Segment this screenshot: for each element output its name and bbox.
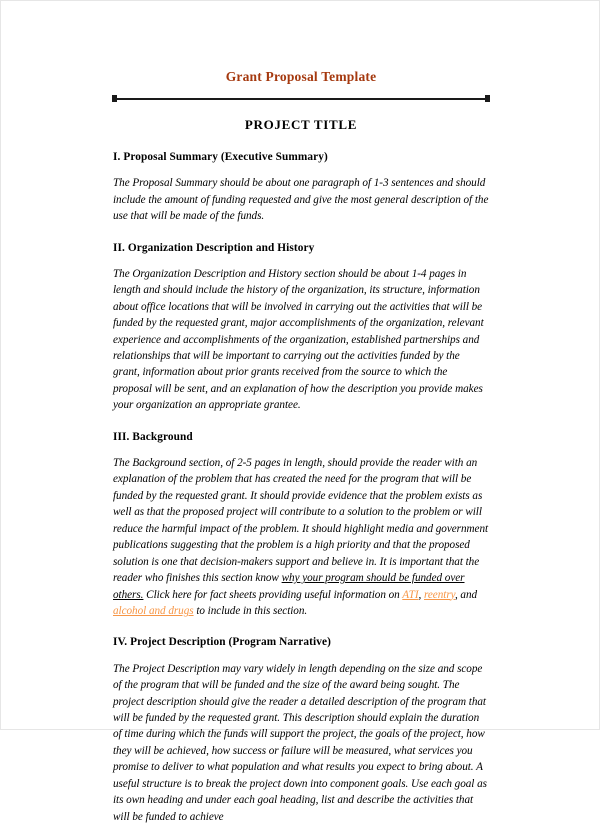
- section-body-3: [113, 455, 489, 620]
- link-separator-2: , and: [454, 588, 478, 601]
- section-heading-4: IV. Project Description (Program Narrative): [113, 636, 331, 649]
- section-heading-3: III. Background: [113, 430, 193, 443]
- section-3-text-part-1: The Background section, of 2-5 pages in length, should provide the reader with an explanation of the problem that has created the need for the program that will be funded by the requested grant. It should provide evidence that the problem exists as well as that the proposed project will contribute to a solution to the problem or will reduce the harmful impact of the problem. It should highlight media and government publications suggesting that the problem is a high priority and that the proposed solution is one that decision-makers support and believe in. It is important that the reader who finishes this section know: [113, 456, 489, 585]
- rule-line: [113, 98, 489, 99]
- link-ati[interactable]: ATI: [402, 588, 419, 601]
- section-3-text-part-3: to include in this section.: [193, 605, 308, 618]
- horizontal-rule: [113, 94, 489, 104]
- section-body-2: The Organization Description and History section should be about 1-4 pages in length and should include the history of the organization, its structure, information about office locations that will be involved in carrying out the activities that will be funded by the requested grant, major accomplishments of the organization, relevant experience and accomplishments of the organization, established partnerships and relationships that will be important to carrying out the activities funded by the grant, information about prior grants received from the source to which the proposal will be sent, and an explanation of how the description you provide makes your organization an appropriate grantee.: [113, 267, 484, 412]
- section-heading-2: II. Organization Description and History: [113, 241, 315, 254]
- section-body-4: The Project Description may vary widely in length depending on the size and scope of the program that will be funded and the size of the award being sought. The project description should give the reader a detailed description of the program that will be funded by the requested grant. This description should explain the duration of time during which the funds will support the project, the goals of the project, how they will be achieved, how success or failure will be measured, what services you promise to deliver to what population and what results you expect to bring about. A useful structure is to break the project down into component goals. Use each goal as its own heading and under each goal heading, list and describe the activities that will be funded to achieve: [113, 662, 487, 823]
- document-content: [113, 69, 489, 825]
- section-3-text-part-2: Click here for fact sheets providing useful information on: [143, 588, 403, 601]
- underlined-emphasis-phrase: why your program should be funded over others.: [113, 572, 465, 601]
- link-separator-1: ,: [418, 588, 424, 601]
- project-title: PROJECT TITLE: [244, 117, 358, 133]
- rule-end-dot-right: [485, 95, 490, 102]
- link-alcohol-and-drugs[interactable]: alcohol and drugs: [113, 605, 194, 618]
- document-title: Grant Proposal Template: [225, 69, 377, 84]
- section-body-1: The Proposal Summary should be about one paragraph of 1-3 sentences and should include the amount of funding requested and give the most general description of the use that will be made of the funds.: [113, 177, 489, 223]
- section-heading-1: I. Proposal Summary (Executive Summary): [113, 151, 328, 164]
- link-reentry[interactable]: reentry: [424, 588, 455, 601]
